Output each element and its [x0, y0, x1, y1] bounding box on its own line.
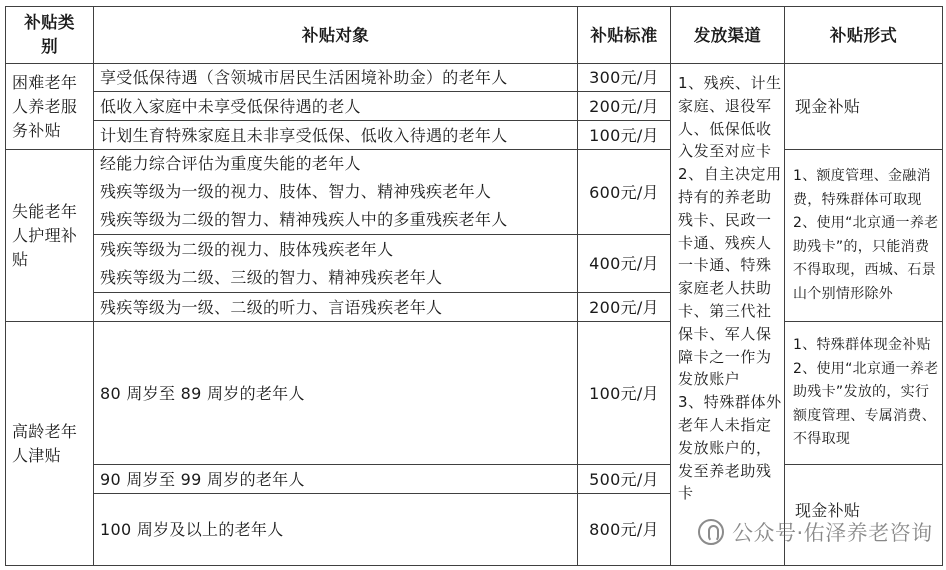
- header-standard: 补贴标准: [590, 25, 658, 45]
- standard-cell: 100元/月: [589, 383, 659, 403]
- object-cell: 90 周岁至 99 周岁的老年人: [100, 469, 305, 489]
- form-cell: 1、额度管理、金融消费，特殊群体可取现 2、使用“北京通一养老助残卡”的，只能消费不得取现，西城、石景山个别情形除外: [793, 168, 939, 302]
- object-cell: 100 周岁及以上的老年人: [100, 520, 284, 539]
- standard-cell: 500元/月: [589, 469, 659, 489]
- object-cell: 低收入家庭中未享受低保待遇的老人: [100, 96, 361, 116]
- rule: [942, 6, 943, 566]
- object-cell: 计划生育特殊家庭且未非享受低保、低收入待遇的老年人: [100, 125, 508, 145]
- object-cell: 残疾等级为二级的视力、肢体残疾老年人 残疾等级为二级、三级的智力、精神残疾老年人: [100, 239, 443, 287]
- standard-cell: 200元/月: [589, 297, 659, 317]
- watermark-text: 公众号·佑泽养老咨询: [732, 521, 933, 545]
- header-category: 补贴类别: [24, 13, 75, 56]
- category-cell: 失能老年人护理补贴: [12, 201, 78, 269]
- object-cell: 残疾等级为一级、二级的听力、言语残疾老年人: [100, 297, 443, 317]
- channel-cell: 1、残疾、计生家庭、退役军人、低保低收入发至对应卡 2、自主决定用持有的养老助残卡、民政一卡通、残疾人一卡通、特殊家庭老人扶助卡、第三代社保卡、军人保障卡之一作为发放账户 3、特殊群体外老年人未指定发放账户的，发至养老助残卡: [678, 74, 782, 503]
- object-cell: 80 周岁至 89 周岁的老年人: [100, 383, 305, 403]
- category-cell: 高龄老年人津贴: [12, 421, 78, 465]
- header-object: 补贴对象: [301, 25, 370, 45]
- wechat-icon: [698, 519, 724, 545]
- form-cell: 现金补贴: [795, 97, 861, 116]
- standard-cell: 400元/月: [589, 254, 659, 273]
- standard-cell: 800元/月: [589, 520, 659, 539]
- standard-cell: 100元/月: [589, 125, 659, 145]
- object-cell: 经能力综合评估为重度失能的老年人 残疾等级为一级的视力、肢体、智力、精神残疾老年人 残疾等级为二级的智力、精神残疾人中的多重残疾老年人: [100, 154, 508, 229]
- header-form: 补贴形式: [829, 25, 898, 45]
- form-cell: 现金补贴: [795, 500, 861, 520]
- form-cell: 1、特殊群体现金补贴 2、使用“北京通一养老助残卡”发放的，实行额度管理、专属消费、不得取现: [793, 337, 939, 448]
- standard-cell: 300元/月: [589, 68, 659, 87]
- object-cell: 享受低保待遇（含领城市居民生活困境补助金）的老年人: [100, 68, 508, 87]
- header-channel: 发放渠道: [693, 25, 762, 45]
- rule: [5, 565, 942, 566]
- category-cell: 困难老年人养老服务补贴: [12, 72, 78, 140]
- watermark: [698, 512, 943, 552]
- standard-cell: 200元/月: [589, 96, 659, 116]
- standard-cell: 600元/月: [589, 182, 659, 202]
